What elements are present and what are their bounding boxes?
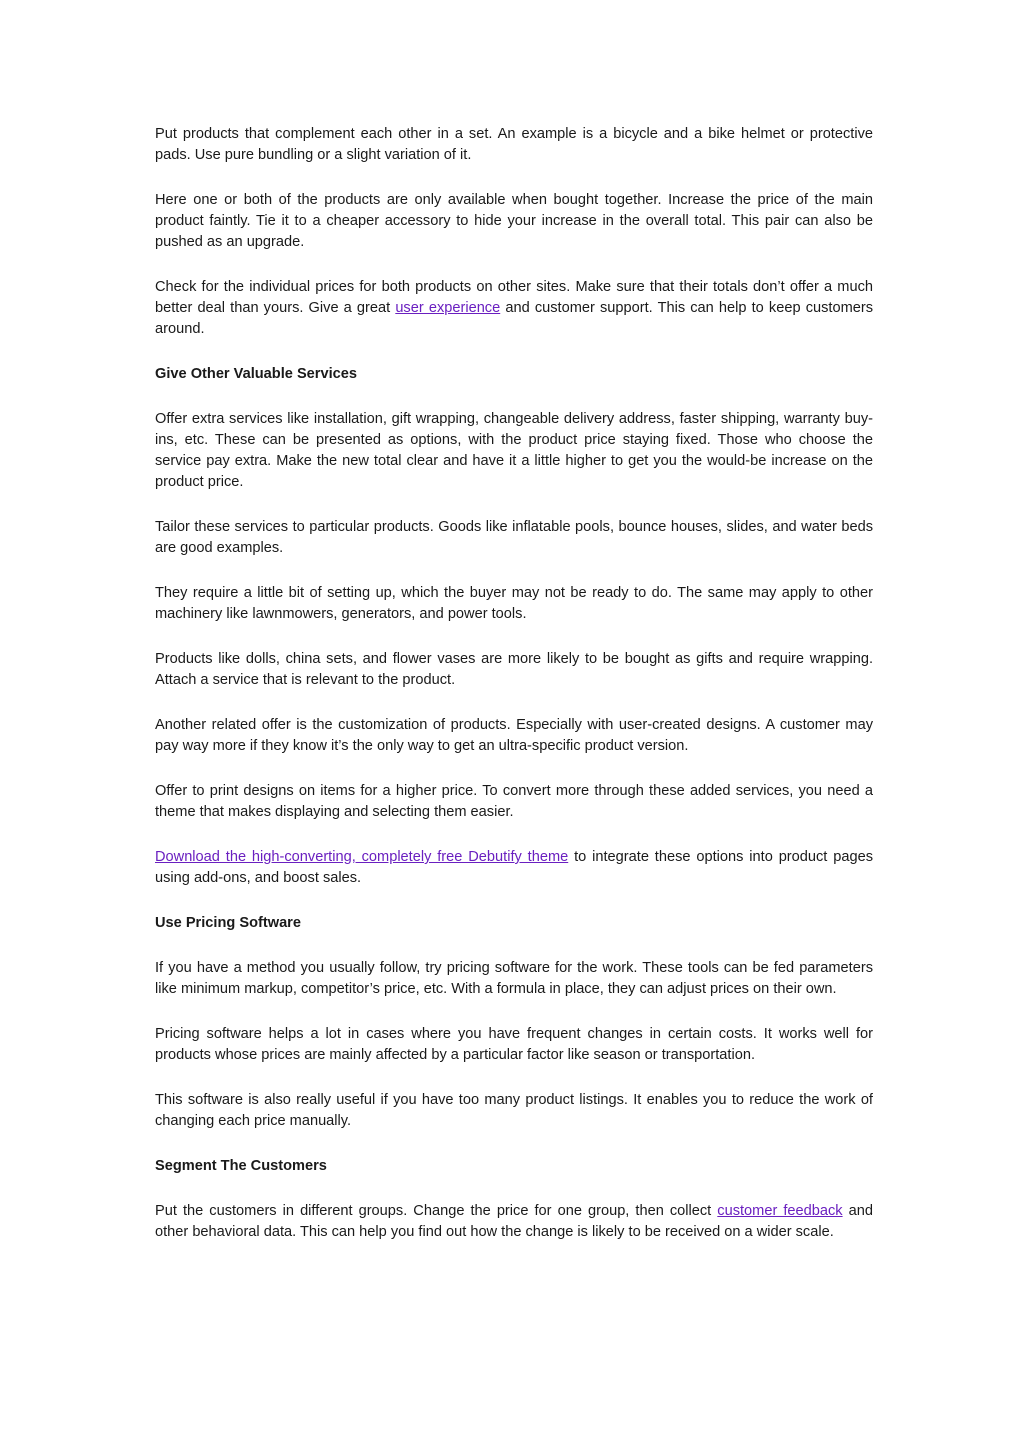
para-frequent-changes bbox=[155, 1024, 873, 1066]
text-run: Segment The Customers bbox=[155, 1158, 327, 1174]
para-check-prices bbox=[155, 277, 873, 340]
text-run: Check for the individual prices for both products on other sites. Make sure that their totals don’t offer a much better deal than yours. Give a great bbox=[155, 279, 873, 316]
para-method-follow bbox=[155, 958, 873, 1000]
heading-pricing-software bbox=[155, 913, 873, 934]
heading-valuable-services bbox=[155, 364, 873, 385]
para-print-designs bbox=[155, 781, 873, 823]
text-run: Products like dolls, china sets, and flower vases are more likely to be bought as gifts and require wrapping. Attach a service that is relevant to the product. bbox=[155, 651, 873, 688]
text-run: Offer to print designs on items for a higher price. To convert more through these added services, you need a theme that makes displaying and selecting them easier. bbox=[155, 783, 873, 820]
document-page bbox=[155, 124, 873, 1267]
para-extra-services bbox=[155, 409, 873, 493]
para-tailor-services bbox=[155, 517, 873, 559]
text-run: Tailor these services to particular products. Goods like inflatable pools, bounce houses, slides, and water beds are good examples. bbox=[155, 519, 873, 556]
text-run: Use Pricing Software bbox=[155, 915, 301, 931]
text-run: Put the customers in different groups. Change the price for one group, then collect bbox=[155, 1203, 718, 1219]
text-run: Another related offer is the customization of products. Especially with user-created designs. A customer may pay way more if they know it’s the only way to get an ultra-specific product version. bbox=[155, 717, 873, 754]
user-experience-link[interactable]: user experience bbox=[395, 300, 501, 316]
download-debutify-link[interactable]: Download the high-converting, completely free Debutify theme bbox=[155, 849, 569, 865]
text-run: This software is also really useful if you have too many product listings. It enables you to reduce the work of changing each price manually. bbox=[155, 1092, 873, 1129]
text-run: They require a little bit of setting up, which the buyer may not be ready to do. The same may apply to other machinery like lawnmowers, generators, and power tools. bbox=[155, 585, 873, 622]
para-customer-groups bbox=[155, 1201, 873, 1243]
text-run: and other behavioral data. This can help you find out how the change is likely to be received on a wider scale. bbox=[155, 1203, 873, 1240]
text-run: to integrate these options into product pages using add-ons, and boost sales. bbox=[155, 849, 873, 886]
text-run: Offer extra services like installation, gift wrapping, changeable delivery address, faster shipping, warranty buy-ins, etc. These can be presented as options, with the product price staying fixed. Those who choose the service pay extra. Make the new total clear and have it a little higher to get you the would-be increase on the product price. bbox=[155, 411, 873, 490]
para-complement-set bbox=[155, 124, 873, 166]
customer-feedback-link[interactable]: customer feedback bbox=[717, 1203, 843, 1219]
para-customization bbox=[155, 715, 873, 757]
para-gifts-wrapping bbox=[155, 649, 873, 691]
para-bought-together bbox=[155, 190, 873, 253]
para-download-theme bbox=[155, 847, 873, 889]
text-run: Give Other Valuable Services bbox=[155, 366, 357, 382]
heading-segment-customers bbox=[155, 1156, 873, 1177]
text-run: Pricing software helps a lot in cases where you have frequent changes in certain costs. It works well for products whose prices are mainly affected by a particular factor like season or transportation. bbox=[155, 1026, 873, 1063]
para-setting-up bbox=[155, 583, 873, 625]
text-run: Here one or both of the products are only available when bought together. Increase the price of the main product faintly. Tie it to a cheaper accessory to hide your increase in the overall total. This pair can also be pushed as an upgrade. bbox=[155, 192, 873, 250]
text-run: If you have a method you usually follow, try pricing software for the work. These tools can be fed parameters like minimum markup, competitor’s price, etc. With a formula in place, they can adjust prices on their own. bbox=[155, 960, 873, 997]
para-many-listings bbox=[155, 1090, 873, 1132]
text-run: and customer support. This can help to keep customers around. bbox=[155, 300, 874, 337]
text-run: Put products that complement each other in a set. An example is a bicycle and a bike helmet or protective pads. Use pure bundling or a slight variation of it. bbox=[155, 126, 873, 163]
